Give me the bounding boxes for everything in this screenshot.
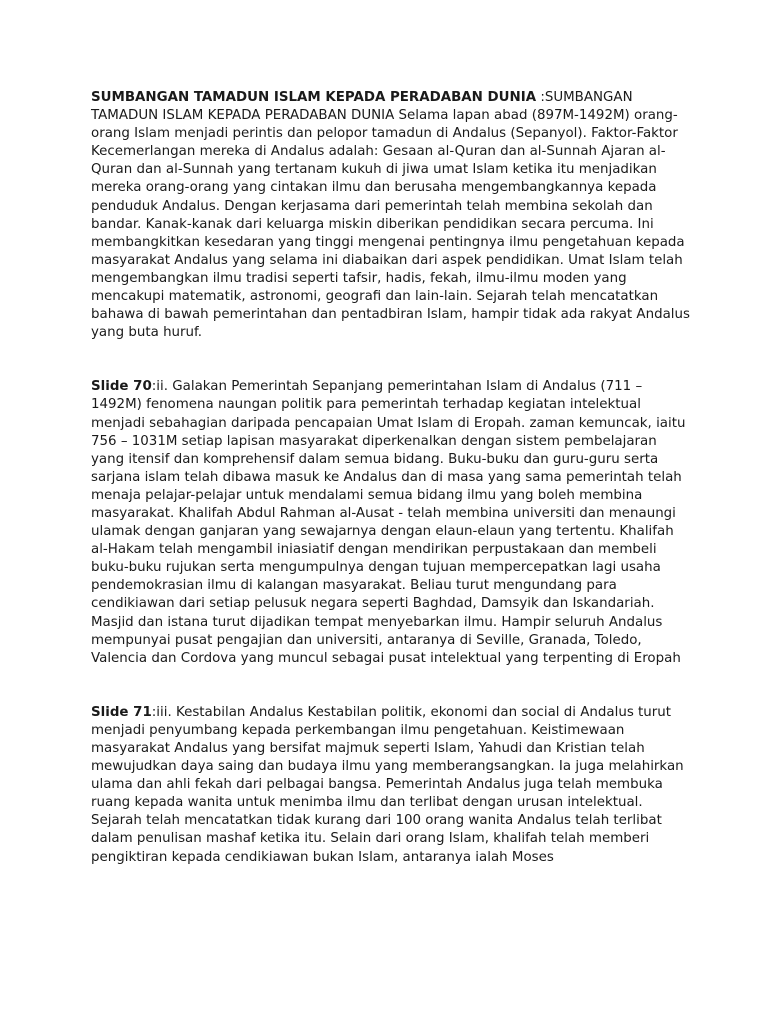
paragraph-heading: SUMBANGAN TAMADUN ISLAM KEPADA PERADABAN DUNIA [91,90,537,105]
slide-heading: Slide 70 [91,379,152,395]
paragraph-slide-70 [91,378,691,668]
paragraph-slide-71 [91,704,691,867]
paragraph-tamadun-islam [91,89,691,342]
paragraph-text: :ii. Galakan Pemerintah Sepanjang pemerintahan Islam di Andalus (711 – 1492M) fenomena naungan politik para pemerintah terhadap kegiatan intelektual menjadi sebahagian daripada pencapaian Umat Islam di Eropah. zaman kemuncak, iaitu 756 – 1031M setiap lapisan masyarakat diperkenalkan dengan sistem pembelajaran yang itensif dan komprehensif dalam semua bidang. Buku-buku dan guru-guru serta sarjana islam telah dibawa masuk ke Andalus dan di masa yang sama pemerintah telah menaja pelajar-pelajar untuk mendalami semua bidang ilmu yang boleh membina masyarakat. Khalifah Abdul Rahman al-Ausat - telah membina universiti dan menaungi ulamak dengan ganjaran yang sewajarnya dengan elaun-elaun yang tertentu. Khalifah al-Hakam telah mengambil iniasiatif dengan mendirikan perpustakaan dan membeli buku-buku rujukan serta mengumpulnya dengan tujuan mempercepatkan lagi usaha pendemokrasian ilmu di kalangan masyarakat. Beliau turut mengundang para cendikiawan dari setiap pelusuk negara seperti Baghdad, Damsyik dan Iskandariah. Masjid dan istana turut dijadikan tempat menyebarkan ilmu. Hampir seluruh Andalus mempunyai pusat pengajian dan universiti, antaranya di Seville, Granada, Toledo, Valencia dan Cordova yang muncul sebagai pusat intelektual yang terpenting di Eropah [91,379,686,666]
paragraph-text: :iii. Kestabilan Andalus Kestabilan politik, ekonomi dan social di Andalus turut menjadi penyumbang kepada perkembangan ilmu pengetahuan. Keistimewaan masyarakat Andalus yang bersifat majmuk seperti Islam, Yahudi dan Kristian telah mewujudkan daya saing dan budaya ilmu yang memberangsangkan. Ia juga melahirkan ulama dan ahli fekah dari pelbagai bangsa. Pemerintah Andalus juga telah membuka ruang kepada wanita untuk menimba ilmu dan terlibat dengan urusan intelektual. Sejarah telah mencatatkan tidak kurang dari 100 orang wanita Andalus telah terlibat dalam penulisan mashaf ketika itu. Selain dari orang Islam, khalifah telah memberi pengiktiran kepada cendikiawan bukan Islam, antaranya ialah Moses [91,704,684,865]
slide-heading: Slide 71 [91,704,152,720]
paragraph-text: :SUMBANGAN TAMADUN ISLAM KEPADA PERADABAN DUNIA Selama lapan abad (897M-1492M) orang-orang Islam menjadi perintis dan pelopor tamadun di Andalus (Sepanyol). Faktor-Faktor Kecemerlangan mereka di Andalus adalah: Gesaan al-Quran dan al-Sunnah Ajaran al-Quran dan al-Sunnah yang tertanam kukuh di jiwa umat Islam ketika itu menjadikan mereka orang-orang yang cintakan ilmu dan berusaha mengembangkannya kepada penduduk Andalus. Dengan kerjasama dari pemerintah telah membina sekolah dan bandar. Kanak-kanak dari keluarga miskin diberikan pendidikan secara percuma. Ini membangkitkan kesedaran yang tinggi mengenai pentingnya ilmu pengetahuan kepada masyarakat Andalus yang selama ini diabaikan dari aspek pendidikan. Umat Islam telah mengembangkan ilmu tradisi seperti tafsir, hadis, fekah, ilmu-ilmu moden yang mencakupi matematik, astronomi, geografi dan lain-lain. Sejarah telah mencatatkan bahawa di bawah pemerintahan dan pentadbiran Islam, hampir tidak ada rakyat Andalus yang buta huruf. [91,90,690,341]
document-body [91,89,691,867]
